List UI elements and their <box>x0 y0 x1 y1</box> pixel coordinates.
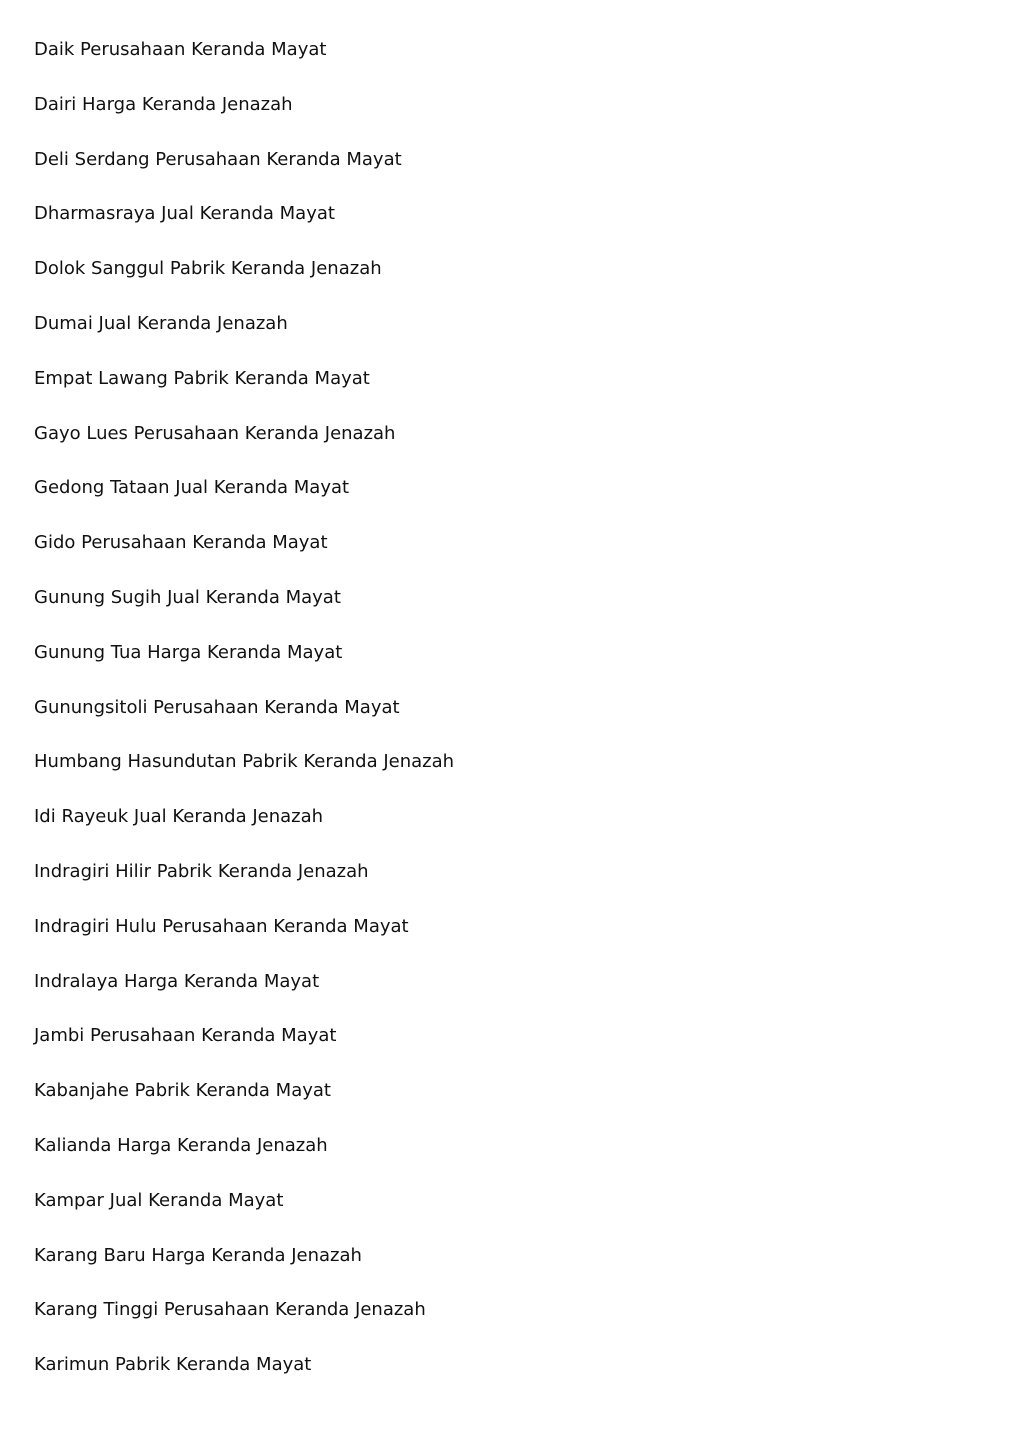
list-item: Kampar Jual Keranda Mayat <box>34 1189 284 1211</box>
list-item: Idi Rayeuk Jual Keranda Jenazah <box>34 806 324 828</box>
list-item: Gido Perusahaan Keranda Mayat <box>34 532 328 554</box>
list-item: Gunung Tua Harga Keranda Mayat <box>34 641 343 663</box>
entry-list <box>34 36 454 1406</box>
list-item: Deli Serdang Perusahaan Keranda Mayat <box>34 148 402 170</box>
list-item: Gedong Tataan Jual Keranda Mayat <box>34 477 350 499</box>
list-item: Kalianda Harga Keranda Jenazah <box>34 1134 328 1156</box>
list-item: Gunungsitoli Perusahaan Keranda Mayat <box>34 696 400 718</box>
list-item: Daik Perusahaan Keranda Mayat <box>34 39 327 60</box>
list-item: Kabanjahe Pabrik Keranda Mayat <box>34 1080 331 1102</box>
list-item: Jambi Perusahaan Keranda Mayat <box>34 1025 337 1047</box>
list-item: Indralaya Harga Keranda Mayat <box>34 970 320 992</box>
list-item: Indragiri Hulu Perusahaan Keranda Mayat <box>34 915 409 937</box>
list-item: Indragiri Hilir Pabrik Keranda Jenazah <box>34 860 369 882</box>
list-item: Empat Lawang Pabrik Keranda Mayat <box>34 367 370 389</box>
list-item: Gunung Sugih Jual Keranda Mayat <box>34 586 341 608</box>
list-item: Karang Tinggi Perusahaan Keranda Jenazah <box>34 1299 426 1321</box>
list-item: Humbang Hasundutan Pabrik Keranda Jenazah <box>34 751 455 773</box>
list-item: Gayo Lues Perusahaan Keranda Jenazah <box>34 422 396 444</box>
list-item: Karang Baru Harga Keranda Jenazah <box>34 1244 362 1266</box>
list-item: Dumai Jual Keranda Jenazah <box>34 312 288 334</box>
list-item: Dairi Harga Keranda Jenazah <box>34 93 293 115</box>
list-item: Dharmasraya Jual Keranda Mayat <box>34 203 335 225</box>
list-item: Dolok Sanggul Pabrik Keranda Jenazah <box>34 258 382 280</box>
list-item: Karimun Pabrik Keranda Mayat <box>34 1354 312 1376</box>
